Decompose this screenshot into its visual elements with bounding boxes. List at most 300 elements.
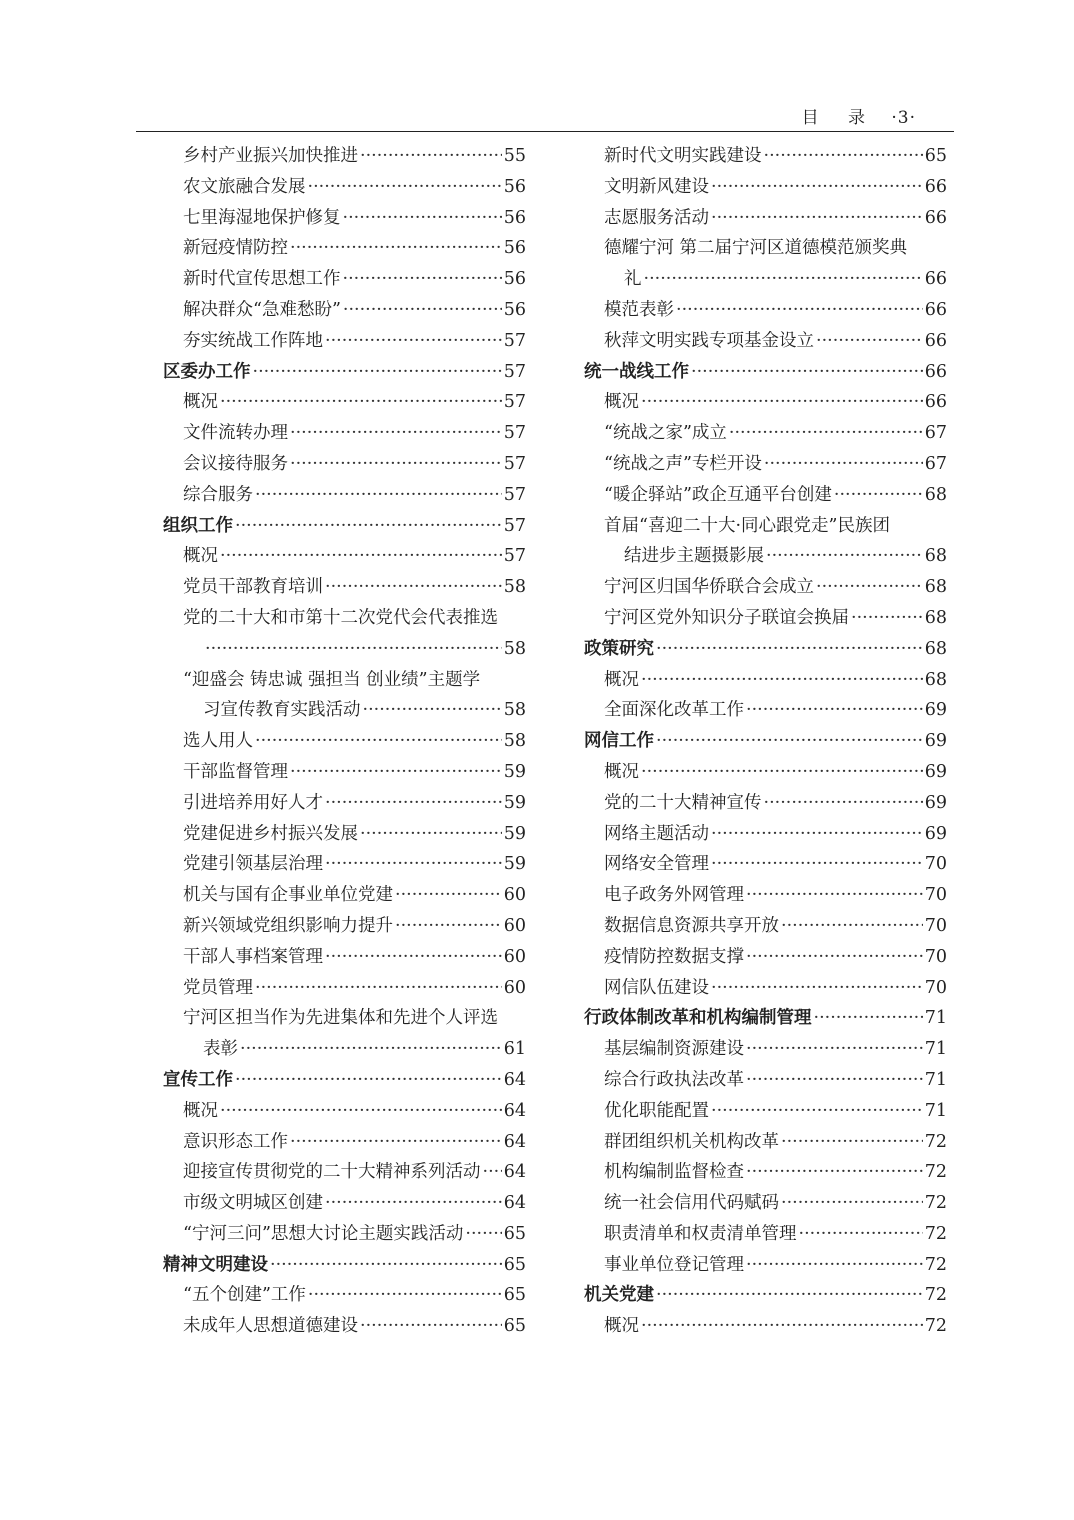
- toc-entry-page: 72: [924, 1254, 947, 1275]
- toc-entry-page: 57: [503, 361, 526, 382]
- toc-entry[interactable]: [584, 1219, 947, 1250]
- toc-entry-page: 69: [924, 792, 947, 813]
- toc-entry-label: 概况: [604, 392, 639, 413]
- toc-entry[interactable]: [163, 911, 526, 942]
- toc-entry-page: 69: [924, 823, 947, 844]
- dot-leader: [746, 1250, 923, 1281]
- toc-entry[interactable]: [163, 1157, 526, 1188]
- toc-entry[interactable]: [163, 1219, 526, 1250]
- toc-entry-page: 57: [503, 453, 526, 474]
- toc-entry-label: 统一社会信用代码赋码: [604, 1193, 779, 1214]
- dot-leader: [205, 634, 502, 665]
- toc-entry[interactable]: [163, 1188, 526, 1219]
- toc-entry-label: 党的二十大精神宣传: [604, 792, 762, 813]
- toc-entry[interactable]: [584, 172, 947, 203]
- toc-entry-label: 概况: [183, 546, 218, 567]
- toc-entry[interactable]: [584, 1311, 947, 1342]
- toc-entry-page: 58: [503, 638, 526, 659]
- dot-leader: [691, 357, 923, 388]
- toc-entry-label: 会议接待服务: [183, 453, 288, 474]
- toc-entry-label: 电子政务外网管理: [604, 885, 744, 906]
- toc-entry[interactable]: [584, 1188, 947, 1219]
- toc-entry-label: 概况: [604, 1316, 639, 1337]
- dot-leader: [325, 942, 502, 973]
- toc-entry[interactable]: [163, 634, 526, 665]
- toc-title: 目 录: [801, 108, 877, 128]
- toc-entry-label: 宣传工作: [163, 1069, 233, 1090]
- toc-entry[interactable]: [163, 880, 526, 911]
- toc-entry-page: 72: [924, 1193, 947, 1214]
- toc-entry-label: 新冠疫情防控: [183, 238, 288, 259]
- toc-entry[interactable]: [163, 326, 526, 357]
- toc-section-entry[interactable]: [584, 357, 947, 388]
- toc-entry-page: 59: [503, 792, 526, 813]
- toc-entry-page: 70: [924, 885, 947, 906]
- toc-entry-page: 58: [503, 731, 526, 752]
- toc-entry[interactable]: [584, 449, 947, 480]
- toc-entry-label: 群团组织机关机构改革: [604, 1131, 779, 1152]
- toc-entry[interactable]: [584, 880, 947, 911]
- toc-entry-page: 66: [924, 207, 947, 228]
- toc-section-entry[interactable]: [163, 357, 526, 388]
- dot-leader: [729, 418, 923, 449]
- toc-entry[interactable]: [584, 1096, 947, 1127]
- dot-leader: [834, 480, 923, 511]
- dot-leader: [656, 1280, 923, 1311]
- toc-entry[interactable]: [163, 1311, 526, 1342]
- toc-entry[interactable]: [163, 695, 526, 726]
- toc-entry-page: 68: [924, 546, 947, 567]
- toc-entry-page: 65: [503, 1285, 526, 1306]
- toc-entry-label: 农文旅融合发展: [183, 176, 306, 197]
- toc-entry[interactable]: [584, 511, 947, 542]
- toc-entry-page: 70: [924, 977, 947, 998]
- toc-entry-label: “统战之声”专栏开设: [604, 453, 762, 474]
- toc-entry-label: 秋萍文明实践专项基金设立: [604, 330, 814, 351]
- toc-entry[interactable]: [163, 603, 526, 634]
- toc-entry-page: 68: [924, 484, 947, 505]
- dot-leader: [641, 1311, 923, 1342]
- toc-entry-page: 70: [924, 854, 947, 875]
- dot-leader: [290, 1127, 502, 1158]
- toc-entry-page: 66: [924, 361, 947, 382]
- toc-entry-page: 65: [924, 146, 947, 166]
- toc-entry[interactable]: [584, 911, 947, 942]
- toc-entry-label: 宁河区归国华侨联合会成立: [604, 577, 814, 598]
- toc-entry-label: 全面深化改革工作: [604, 700, 744, 721]
- toc-entry-label: 干部人事档案管理: [183, 946, 323, 967]
- dot-leader: [240, 1034, 502, 1065]
- toc-entry-label: 迎接宣传贯彻党的二十大精神系列活动: [183, 1162, 481, 1183]
- toc-entry-page: 64: [503, 1069, 526, 1090]
- dot-leader: [764, 788, 923, 819]
- toc-entry-label: 机构编制监督检查: [604, 1162, 744, 1183]
- toc-entry-label: 行政体制改革和机构编制管理: [584, 1008, 812, 1029]
- toc-entry[interactable]: [163, 572, 526, 603]
- toc-entry[interactable]: [584, 480, 947, 511]
- toc-entry-page: 57: [503, 515, 526, 536]
- toc-entry-label: “宁河三问”思想大讨论主题实践活动: [183, 1223, 464, 1244]
- toc-entry[interactable]: [163, 172, 526, 203]
- toc-entry-label: 表彰: [203, 1039, 238, 1060]
- toc-entry-page: 69: [924, 731, 947, 752]
- dot-leader: [746, 1065, 923, 1096]
- dot-leader: [255, 480, 502, 511]
- dot-leader: [325, 572, 502, 603]
- toc-entry-label: 未成年人思想道德建设: [183, 1316, 358, 1337]
- toc-entry-page: 65: [503, 1254, 526, 1275]
- toc-entry[interactable]: [163, 942, 526, 973]
- dot-leader: [325, 849, 502, 880]
- toc-entry-label: “暖企驿站”政企互通平台创建: [604, 484, 832, 505]
- toc-entry-page: 71: [924, 1039, 947, 1060]
- toc-section-entry[interactable]: [163, 1250, 526, 1281]
- toc-entry-page: 68: [924, 638, 947, 659]
- dot-leader: [644, 264, 923, 295]
- dot-leader: [360, 1311, 502, 1342]
- dot-leader: [656, 634, 923, 665]
- toc-entry[interactable]: [163, 1003, 526, 1034]
- toc-entry-label: 新时代文明实践建设: [604, 146, 762, 166]
- toc-entry-page: 61: [503, 1039, 526, 1060]
- dot-leader: [656, 726, 923, 757]
- toc-entry-label: 文件流转办理: [183, 423, 288, 444]
- toc-entry-page: 57: [503, 423, 526, 444]
- toc-entry-page: 56: [503, 299, 526, 320]
- toc-entry[interactable]: [163, 757, 526, 788]
- toc-entry[interactable]: [584, 141, 947, 172]
- dot-leader: [308, 1280, 502, 1311]
- toc-entry-page: 65: [503, 1316, 526, 1337]
- toc-entry[interactable]: [584, 695, 947, 726]
- toc-entry-label: 宁河区党外知识分子联谊会换届: [604, 607, 849, 628]
- toc-entry-page: 66: [924, 330, 947, 351]
- toc-entry-label: 组织工作: [163, 515, 233, 536]
- dot-leader: [290, 233, 502, 264]
- toc-entry-label: 新兴领域党组织影响力提升: [183, 915, 393, 936]
- toc-entry[interactable]: [163, 387, 526, 418]
- header-rule: [136, 131, 954, 132]
- toc-entry-label: 基层编制资源建设: [604, 1039, 744, 1060]
- toc-entry-label: 结进步主题摄影展: [624, 546, 764, 567]
- toc-entry[interactable]: [163, 203, 526, 234]
- dot-leader: [641, 757, 923, 788]
- toc-entry[interactable]: [584, 418, 947, 449]
- dot-leader: [851, 603, 923, 634]
- toc-entry[interactable]: [163, 141, 526, 172]
- dot-leader: [764, 141, 923, 172]
- toc-entry-label: 党建引领基层治理: [183, 854, 323, 875]
- toc-entry[interactable]: [163, 233, 526, 264]
- toc-entry-label: 网络主题活动: [604, 823, 709, 844]
- toc-entry[interactable]: [584, 603, 947, 634]
- toc-section-entry[interactable]: [584, 1280, 947, 1311]
- toc-entry[interactable]: [584, 1250, 947, 1281]
- toc-entry-label: 综合服务: [183, 484, 253, 505]
- toc-entry-page: 72: [924, 1162, 947, 1183]
- toc-entry-page: 56: [503, 238, 526, 259]
- toc-entry-page: 72: [924, 1316, 947, 1337]
- toc-entry-label: 概况: [604, 669, 639, 690]
- toc-entry-label: 市级文明城区创建: [183, 1193, 323, 1214]
- toc-entry-page: 70: [924, 946, 947, 967]
- toc-entry-label: 概况: [604, 761, 639, 782]
- toc-entry[interactable]: [584, 1034, 947, 1065]
- toc-entry[interactable]: [584, 572, 947, 603]
- toc-entry-label: 事业单位登记管理: [604, 1254, 744, 1275]
- toc-entry-page: 65: [503, 1223, 526, 1244]
- dot-leader: [816, 326, 923, 357]
- dot-leader: [255, 726, 502, 757]
- toc-entry-label: 数据信息资源共享开放: [604, 915, 779, 936]
- dot-leader: [395, 911, 502, 942]
- toc-entry[interactable]: [163, 973, 526, 1004]
- toc-entry-label: 新时代宣传思想工作: [183, 269, 341, 290]
- dot-leader: [363, 695, 502, 726]
- toc-entry-page: 64: [503, 1131, 526, 1152]
- dot-leader: [711, 819, 923, 850]
- toc-entry[interactable]: [584, 295, 947, 326]
- dot-leader: [641, 387, 923, 418]
- dot-leader: [253, 357, 502, 388]
- toc-entry-label: 概况: [183, 1100, 218, 1121]
- toc-entry-page: 68: [924, 577, 947, 598]
- toc-section-entry[interactable]: [163, 1065, 526, 1096]
- toc-entry[interactable]: [584, 326, 947, 357]
- dot-leader: [255, 973, 502, 1004]
- toc-entry-label: 机关党建: [584, 1285, 654, 1306]
- toc-entry[interactable]: [163, 1127, 526, 1158]
- toc-entry-label: 德耀宁河 第二届宁河区道德模范颁奖典: [604, 238, 908, 259]
- toc-entry-page: 55: [503, 146, 526, 166]
- dot-leader: [814, 1003, 923, 1034]
- dot-leader: [746, 1157, 923, 1188]
- toc-entry-label: 职责清单和权责清单管理: [604, 1223, 797, 1244]
- toc-entry[interactable]: [163, 1096, 526, 1127]
- toc-entry-label: 引进培养用好人才: [183, 792, 323, 813]
- toc-entry-page: 56: [503, 176, 526, 197]
- toc-entry-label: 文明新风建设: [604, 176, 709, 197]
- toc-entry-page: 71: [924, 1100, 947, 1121]
- toc-entry[interactable]: [163, 449, 526, 480]
- toc-entry[interactable]: [163, 1034, 526, 1065]
- toc-entry[interactable]: [584, 233, 947, 264]
- dot-leader: [764, 449, 923, 480]
- toc-entry-label: 干部监督管理: [183, 761, 288, 782]
- toc-entry[interactable]: [584, 788, 947, 819]
- toc-entry-page: 56: [503, 207, 526, 228]
- toc-entry-page: 71: [924, 1008, 947, 1029]
- dot-leader: [235, 1065, 502, 1096]
- dot-leader: [325, 326, 502, 357]
- toc-entry-page: 72: [924, 1223, 947, 1244]
- toc-entry-page: 58: [503, 700, 526, 721]
- dot-leader: [641, 665, 923, 696]
- dot-leader: [465, 1219, 501, 1250]
- toc-entry[interactable]: [163, 264, 526, 295]
- toc-entry-label: 七里海湿地保护修复: [183, 207, 341, 228]
- dot-leader: [746, 695, 923, 726]
- toc-entry[interactable]: [163, 295, 526, 326]
- toc-entry-page: 57: [503, 546, 526, 567]
- dot-leader: [325, 1188, 502, 1219]
- toc-entry-label: 习宣传教育实践活动: [203, 700, 361, 721]
- toc-entry-label: 党员干部教育培训: [183, 577, 323, 598]
- dot-leader: [676, 295, 923, 326]
- dot-leader: [308, 172, 502, 203]
- toc-entry-label: 政策研究: [584, 638, 654, 659]
- toc-entry[interactable]: [584, 264, 947, 295]
- toc-entry[interactable]: [163, 541, 526, 572]
- toc-entry-label: 选人用人: [183, 731, 253, 752]
- toc-entry-label: 党员管理: [183, 977, 253, 998]
- toc-entry-label: 机关与国有企事业单位党建: [183, 885, 393, 906]
- toc-entry-label: 意识形态工作: [183, 1131, 288, 1152]
- dot-leader: [799, 1219, 923, 1250]
- toc-entry-label: 党的二十大和市第十二次党代会代表推选: [183, 607, 498, 628]
- toc-entry[interactable]: [584, 973, 947, 1004]
- toc-entry-page: 64: [503, 1100, 526, 1121]
- toc-entry-label: 夯实统战工作阵地: [183, 330, 323, 351]
- toc-entry-page: 72: [924, 1131, 947, 1152]
- toc-entry-label: “统战之家”成立: [604, 423, 727, 444]
- dot-leader: [235, 511, 502, 542]
- dot-leader: [781, 1188, 923, 1219]
- toc-entry[interactable]: [584, 541, 947, 572]
- toc-entry-label: 概况: [183, 392, 218, 413]
- toc-entry-label: “迎盛会 铸忠诚 强担当 创业绩”主题学: [183, 669, 481, 690]
- toc-entry-page: 66: [924, 392, 947, 413]
- toc-entry[interactable]: [584, 819, 947, 850]
- dot-leader: [746, 942, 923, 973]
- toc-section-entry[interactable]: [584, 634, 947, 665]
- toc-entry-page: 57: [503, 484, 526, 505]
- toc-entry[interactable]: [163, 418, 526, 449]
- toc-entry[interactable]: [163, 788, 526, 819]
- toc-entry-label: 礼: [624, 269, 642, 290]
- toc-entry[interactable]: [163, 1280, 526, 1311]
- toc-section-entry[interactable]: [584, 1003, 947, 1034]
- dot-leader: [220, 541, 502, 572]
- toc-entry[interactable]: [163, 819, 526, 850]
- toc-entry-page: 69: [924, 700, 947, 721]
- toc-entry-label: 区委办工作: [163, 361, 251, 382]
- toc-entry-page: 72: [924, 1285, 947, 1306]
- dot-leader: [395, 880, 502, 911]
- toc-entry-label: 网信工作: [584, 731, 654, 752]
- toc-entry-page: 68: [924, 607, 947, 628]
- dot-leader: [270, 1250, 502, 1281]
- toc-entry-label: 志愿服务活动: [604, 207, 709, 228]
- toc-entry-page: 60: [503, 977, 526, 998]
- toc-entry-label: 统一战线工作: [584, 361, 689, 382]
- toc-entry-page: 71: [924, 1069, 947, 1090]
- toc-entry[interactable]: [584, 1127, 947, 1158]
- toc-entry[interactable]: [584, 942, 947, 973]
- toc-entry[interactable]: [584, 757, 947, 788]
- dot-leader: [343, 295, 502, 326]
- dot-leader: [220, 1096, 502, 1127]
- toc-entry-page: 57: [503, 392, 526, 413]
- toc-entry-page: 66: [924, 176, 947, 197]
- dot-leader: [711, 849, 923, 880]
- toc-entry-label: 首届“喜迎二十大·同心跟党走”民族团: [604, 515, 890, 536]
- toc-section-entry[interactable]: [584, 726, 947, 757]
- toc-entry-page: 64: [503, 1193, 526, 1214]
- toc-left-column: [163, 141, 526, 1342]
- toc-entry-page: 70: [924, 915, 947, 936]
- toc-entry[interactable]: [163, 849, 526, 880]
- toc-entry-page: 59: [503, 761, 526, 782]
- toc-entry-label: 综合行政执法改革: [604, 1069, 744, 1090]
- page-number: ·3·: [891, 108, 916, 128]
- toc-entry-page: 60: [503, 946, 526, 967]
- toc-entry-label: 宁河区担当作为先进集体和先进个人评选: [183, 1008, 498, 1029]
- toc-entry-page: 59: [503, 823, 526, 844]
- dot-leader: [220, 387, 502, 418]
- dot-leader: [483, 1157, 502, 1188]
- dot-leader: [711, 172, 923, 203]
- dot-leader: [290, 757, 502, 788]
- toc-entry[interactable]: [584, 203, 947, 234]
- dot-leader: [325, 788, 502, 819]
- toc-entry-label: 精神文明建设: [163, 1254, 268, 1275]
- toc-entry[interactable]: [584, 1065, 947, 1096]
- toc-section-entry[interactable]: [163, 511, 526, 542]
- dot-leader: [360, 819, 502, 850]
- toc-entry-page: 67: [924, 423, 947, 444]
- toc-entry-page: 57: [503, 330, 526, 351]
- toc-entry[interactable]: [163, 480, 526, 511]
- toc-entry[interactable]: [163, 665, 526, 696]
- dot-leader: [781, 911, 923, 942]
- dot-leader: [816, 572, 923, 603]
- toc-entry-label: 党建促进乡村振兴发展: [183, 823, 358, 844]
- dot-leader: [290, 449, 502, 480]
- toc-entry-label: “五个创建”工作: [183, 1285, 306, 1306]
- toc-entry-page: 60: [503, 915, 526, 936]
- toc-entry[interactable]: [584, 1157, 947, 1188]
- running-head: [802, 103, 916, 129]
- toc-entry[interactable]: [584, 849, 947, 880]
- dot-leader: [711, 973, 923, 1004]
- toc-entry-page: 58: [503, 577, 526, 598]
- toc-entry-page: 64: [503, 1162, 526, 1183]
- toc-entry-label: 乡村产业振兴加快推进: [183, 146, 358, 166]
- toc-entry-label: 模范表彰: [604, 299, 674, 320]
- dot-leader: [360, 141, 502, 172]
- toc-entry[interactable]: [584, 387, 947, 418]
- toc-entry-label: 解决群众“急难愁盼”: [183, 299, 341, 320]
- toc-entry-page: 59: [503, 854, 526, 875]
- dot-leader: [290, 418, 502, 449]
- toc-entry-label: 网信队伍建设: [604, 977, 709, 998]
- dot-leader: [711, 1096, 923, 1127]
- toc-entry[interactable]: [163, 726, 526, 757]
- toc-entry-page: 60: [503, 885, 526, 906]
- toc-right-column: [584, 141, 947, 1342]
- dot-leader: [343, 264, 502, 295]
- toc-entry-page: 68: [924, 669, 947, 690]
- dot-leader: [766, 541, 923, 572]
- toc-entry-page: 66: [924, 299, 947, 320]
- dot-leader: [781, 1127, 923, 1158]
- toc-entry[interactable]: [584, 665, 947, 696]
- toc-entry-page: 66: [924, 269, 947, 290]
- dot-leader: [343, 203, 502, 234]
- toc-entry-label: 优化职能配置: [604, 1100, 709, 1121]
- toc-entry-page: 69: [924, 761, 947, 782]
